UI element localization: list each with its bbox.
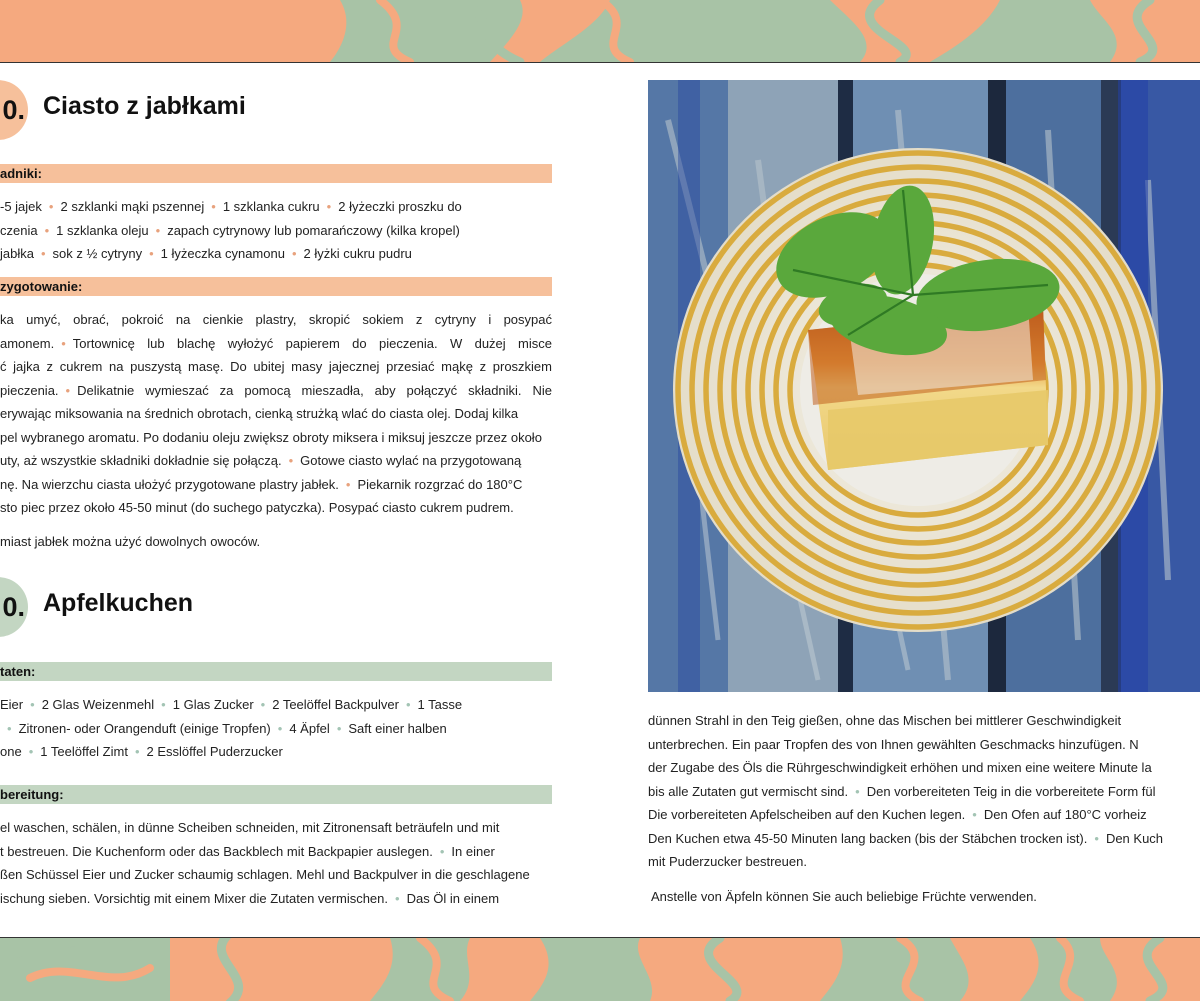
preparation-step: Das Öl in einem bbox=[406, 890, 500, 906]
preparation-step: ischung sieben. Vorsichtig mit einem Mixer die Zutaten vermischen. bbox=[0, 890, 389, 906]
ingredient-item: 1 Teelöffel Zimt bbox=[40, 744, 128, 759]
ingredient-item: zapach cytrynowy lub pomarańczowy (kilka kropel) bbox=[167, 222, 460, 238]
ingredient-item: 1 szklanka cukru bbox=[222, 199, 320, 214]
bullet-separator: • bbox=[134, 744, 140, 759]
preparation-line bbox=[0, 332, 552, 356]
wave-pattern-icon bbox=[0, 938, 1200, 1001]
german-recipe-heading bbox=[0, 577, 552, 637]
preparation-step: ka umyć, obrać, pokroić na cienkie plastry, skropić sokiem z cytryny i posypać bbox=[0, 312, 552, 327]
german-preparation-text bbox=[0, 816, 552, 910]
bullet-separator: • bbox=[855, 783, 860, 799]
bullet-separator: • bbox=[40, 246, 46, 261]
polish-recipe-title: Ciasto z jabłkami bbox=[43, 92, 246, 120]
bullet-separator: • bbox=[439, 843, 445, 859]
ingredient-line bbox=[0, 717, 552, 741]
preparation-step: Den vorbereiteten Teig in die vorbereitete Form fül bbox=[866, 783, 1156, 799]
wave-pattern-icon bbox=[0, 0, 1200, 62]
preparation-line bbox=[0, 426, 552, 450]
cake-photo bbox=[648, 80, 1200, 692]
bullet-separator: • bbox=[161, 697, 166, 712]
ingredient-item: 1 Tasse bbox=[417, 697, 463, 712]
ingredient-item: 2 Glas Weizenmehl bbox=[41, 697, 155, 712]
ingredient-item: Eier bbox=[0, 697, 24, 712]
german-preparation-label: bereitung: bbox=[0, 785, 552, 804]
ingredient-item: 2 szklanki mąki pszennej bbox=[60, 199, 205, 214]
preparation-step: Den Ofen auf 180°C vorheiz bbox=[983, 807, 1147, 822]
bullet-separator: • bbox=[291, 246, 297, 261]
preparation-step: Piekarnik rozgrzać do 180°C bbox=[357, 476, 523, 492]
preparation-line bbox=[0, 355, 552, 379]
bullet-separator: • bbox=[395, 890, 400, 906]
preparation-step: erywając miksowania na średnich obrotach, cienką strużką wlać do ciasta olej. Dodaj kilka bbox=[0, 406, 519, 421]
polish-recipe-heading bbox=[0, 80, 552, 140]
preparation-line bbox=[0, 887, 552, 911]
bullet-separator: • bbox=[155, 222, 161, 238]
bullet-separator: • bbox=[149, 246, 154, 261]
bullet-separator: • bbox=[28, 744, 34, 759]
preparation-line bbox=[0, 473, 552, 497]
preparation-step: sto piec przez około 45-50 minut (do suchego patyczka). Posypać ciasto cukrem pudrem. bbox=[0, 500, 514, 515]
bullet-separator: • bbox=[345, 476, 351, 492]
preparation-step: Tortownicę lub blachę wyłożyć papierem do pieczenia. W dużej misce bbox=[72, 335, 552, 351]
ingredient-item: Zitronen- oder Orangenduft (einige Tropfen) bbox=[18, 720, 271, 736]
ingredient-item: sok z ½ cytryny bbox=[52, 246, 143, 261]
preparation-step: uty, aż wszystkie składniki dokładnie się połączą. bbox=[0, 453, 282, 468]
ingredient-line bbox=[0, 195, 552, 219]
bullet-separator: • bbox=[61, 335, 66, 351]
polish-recipe-number: 0. bbox=[0, 80, 28, 140]
preparation-line bbox=[648, 709, 1200, 733]
polish-preparation-text bbox=[0, 308, 552, 520]
ingredient-item: 4 Äpfel bbox=[289, 720, 330, 736]
ingredient-item: 2 Esslöffel Puderzucker bbox=[146, 744, 283, 759]
preparation-step: t bestreuen. Die Kuchenform oder das Backblech mit Backpapier auslegen. bbox=[0, 843, 433, 859]
ingredient-item: -5 jajek bbox=[0, 199, 42, 214]
top-decorative-band bbox=[0, 0, 1200, 63]
preparation-step: Den Kuchen etwa 45-50 Minuten lang backen (bis der Stäbchen trocken ist). bbox=[648, 830, 1088, 846]
ingredient-item: jabłka bbox=[0, 246, 34, 261]
preparation-step: Die vorbereiteten Apfelscheiben auf den Kuchen legen. bbox=[648, 807, 966, 822]
preparation-step: el waschen, schälen, in dünne Scheiben schneiden, mit Zitronensaft beträufeln und mit bbox=[0, 820, 500, 835]
ingredient-item: 1 szklanka oleju bbox=[56, 222, 149, 238]
preparation-line bbox=[0, 496, 552, 520]
ingredient-line bbox=[0, 219, 552, 243]
bottom-decorative-band bbox=[0, 937, 1200, 1001]
bullet-separator: • bbox=[211, 199, 216, 214]
preparation-step: unterbrechen. Ein paar Tropfen des von Ihnen gewählten Geschmacks hinzufügen. N bbox=[648, 736, 1139, 752]
preparation-line bbox=[648, 733, 1200, 757]
polish-ingredients-label: adniki: bbox=[0, 164, 552, 183]
ingredient-line bbox=[0, 242, 552, 266]
preparation-line bbox=[0, 840, 552, 864]
ingredient-line bbox=[0, 740, 552, 764]
preparation-step: ßen Schüssel Eier und Zucker schaumig schlagen. Mehl und Backpulver in die geschlagene bbox=[0, 867, 530, 882]
bullet-separator: • bbox=[972, 807, 977, 822]
preparation-line bbox=[0, 816, 552, 840]
preparation-step: nę. Na wierzchu ciasta ułożyć przygotowane plastry jabłek. bbox=[0, 476, 339, 492]
polish-note: miast jabłek można użyć dowolnych owoców. bbox=[0, 534, 261, 549]
preparation-line bbox=[0, 379, 552, 403]
ingredient-item: 2 łyżeczki proszku do bbox=[338, 199, 462, 214]
bullet-separator: • bbox=[30, 697, 35, 712]
polish-preparation-label: zygotowanie: bbox=[0, 277, 552, 296]
preparation-step: pieczenia. bbox=[0, 382, 59, 398]
preparation-line bbox=[648, 850, 1200, 874]
bullet-separator: • bbox=[326, 199, 332, 214]
ingredient-item: 1 łyżeczka cynamonu bbox=[160, 246, 285, 261]
preparation-step: Den Kuch bbox=[1105, 830, 1164, 846]
preparation-step: amonem. bbox=[0, 335, 55, 351]
preparation-step: pel wybranego aromatu. Po dodaniu oleju zwiększ obroty miksera i miksuj jeszcze przez około bbox=[0, 429, 542, 445]
preparation-step: der Zugabe des Öls die Rührgeschwindigkeit erhöhen und mixen eine weitere Minute la bbox=[648, 760, 1152, 775]
ingredient-item: one bbox=[0, 744, 22, 759]
preparation-line bbox=[648, 803, 1200, 827]
german-preparation-continued bbox=[648, 709, 1200, 874]
german-recipe-title: Apfelkuchen bbox=[43, 589, 194, 617]
preparation-step: Gotowe ciasto wylać na przygotowaną bbox=[300, 453, 522, 468]
ingredient-item: 2 Teelöffel Backpulver bbox=[272, 697, 399, 712]
preparation-line bbox=[648, 780, 1200, 804]
bullet-separator: • bbox=[336, 720, 342, 736]
bullet-separator: • bbox=[7, 720, 12, 736]
left-text-column bbox=[0, 62, 552, 937]
polish-ingredients-list bbox=[0, 195, 552, 266]
bullet-separator: • bbox=[405, 697, 411, 712]
bullet-separator: • bbox=[48, 199, 54, 214]
cake-photo-icon bbox=[648, 80, 1200, 692]
bullet-separator: • bbox=[65, 382, 71, 398]
ingredient-line bbox=[0, 693, 552, 717]
german-recipe-number: 0. bbox=[0, 577, 28, 637]
ingredient-item: czenia bbox=[0, 222, 38, 238]
preparation-step: ć jajka z cukrem na puszystą masę. Do ubitej masy jajecznej przesiać mąkę z proszkiem bbox=[0, 359, 552, 374]
preparation-line bbox=[0, 449, 552, 473]
preparation-step: Delikatnie wymieszać za pomocą mieszadła, aby połączyć składniki. Nie bbox=[77, 382, 552, 398]
bullet-separator: • bbox=[260, 697, 266, 712]
ingredient-item: Saft einer halben bbox=[348, 720, 447, 736]
bullet-separator: • bbox=[44, 222, 50, 238]
preparation-step: In einer bbox=[451, 843, 495, 859]
preparation-line bbox=[648, 827, 1200, 851]
preparation-step: bis alle Zutaten gut vermischt sind. bbox=[648, 783, 849, 799]
german-note: Anstelle von Äpfeln können Sie auch beliebige Früchte verwenden. bbox=[651, 889, 1037, 904]
bullet-separator: • bbox=[288, 453, 294, 468]
preparation-line bbox=[0, 863, 552, 887]
preparation-line bbox=[0, 402, 552, 426]
german-ingredients-list bbox=[0, 693, 552, 764]
german-ingredients-label: taten: bbox=[0, 662, 552, 681]
preparation-line bbox=[648, 756, 1200, 780]
bullet-separator: • bbox=[277, 720, 283, 736]
preparation-step: dünnen Strahl in den Teig gießen, ohne das Mischen bei mittlerer Geschwindigkeit bbox=[648, 713, 1122, 728]
bullet-separator: • bbox=[1094, 830, 1099, 846]
preparation-step: mit Puderzucker bestreuen. bbox=[648, 854, 807, 869]
preparation-line bbox=[0, 308, 552, 332]
ingredient-item: 1 Glas Zucker bbox=[172, 697, 254, 712]
ingredient-item: 2 łyżki cukru pudru bbox=[303, 246, 412, 261]
